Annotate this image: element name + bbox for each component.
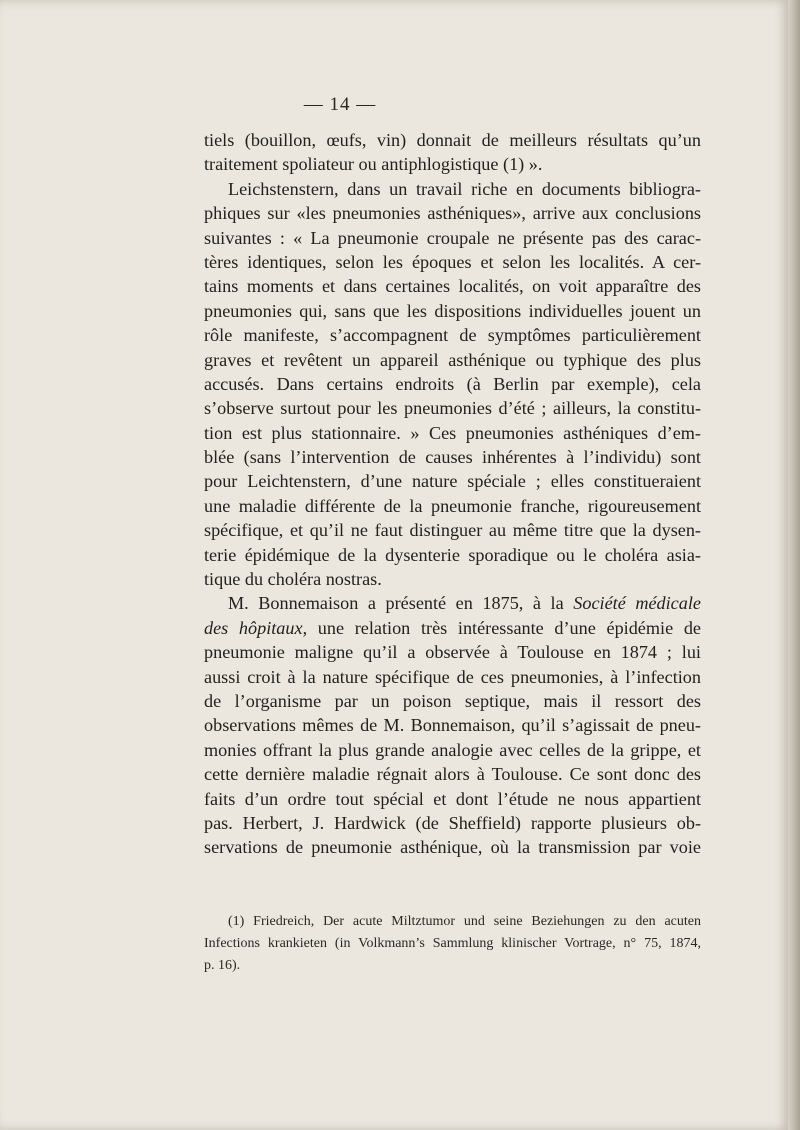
text-line: faits d’un ordre tout spécial et dont l’étude ne nous appartient	[204, 788, 701, 809]
footnote-line: p. 16).	[204, 958, 241, 973]
text-line: traitement spoliateur ou antiphlogistique (1) ».	[204, 154, 543, 175]
text-line: tique du choléra nostras.	[204, 569, 382, 590]
text-line: pneumonies qui, sans que les dispositions individuelles jouent un	[204, 300, 701, 321]
footnote	[204, 911, 701, 977]
text-line: graves et revêtent un appareil asthénique ou typhique des plus	[204, 349, 701, 370]
text-segment: , une relation très intéressante d’une épidémie de	[302, 617, 701, 638]
footnote-line: Infections krankieten (in Volkmann’s Sammlung klinischer Vortrage, n° 75, 1874,	[204, 936, 701, 951]
text-line	[204, 616, 701, 640]
text-line: de l’organisme par un poison septique, mais il ressort des	[204, 690, 701, 711]
text-line: pour Leichtenstern, d’une nature spéciale ; elles constitueraient	[204, 471, 701, 492]
text-line: Leichstenstern, dans un travail riche en documents bibliogra-	[228, 178, 701, 199]
text-line: cette dernière maladie régnait alors à Toulouse. Ce sont donc des	[204, 764, 701, 785]
text-line: rôle manifeste, s’accompagnent de symptômes particulièrement	[204, 325, 701, 346]
text-line: tains moments et dans certaines localités, on voit apparaître des	[204, 276, 701, 297]
text-line: suivantes : « La pneumonie croupale ne présente pas des carac-	[204, 227, 701, 248]
text-line	[204, 591, 701, 615]
body-text	[204, 128, 701, 860]
text-line: aussi croit à la nature spécifique de ces pneumonies, à l’infection	[204, 666, 701, 687]
text-line: phiques sur «les pneumonies asthéniques», arrive aux conclusions	[204, 203, 701, 224]
text-line: tion est plus stationnaire. » Ces pneumonies asthéniques d’em-	[204, 422, 701, 443]
text-line: une maladie différente de la pneumonie franche, rigoureusement	[204, 495, 701, 516]
text-line: observations mêmes de M. Bonnemaison, qu’il s’agissait de pneu-	[204, 715, 701, 736]
text-segment: M. Bonnemaison a présenté en 1875, à la	[228, 593, 574, 614]
text-line: s’observe surtout pour les pneumonies d’été ; ailleurs, la constitu-	[204, 398, 701, 419]
page-number: — 14 —	[303, 94, 377, 115]
text-line: blée (sans l’intervention de causes inhérentes à l’individu) sont	[204, 447, 701, 468]
text-line: servations de pneumonie asthénique, où la transmission par voie	[204, 837, 701, 858]
footnote-line: (1) Friedreich, Der acute Miltztumor und seine Beziehungen zu den acuten	[228, 914, 701, 929]
text-line: accusés. Dans certains endroits (à Berlin par exemple), cela	[204, 373, 701, 394]
text-line: pneumonie maligne qu’il a observée à Toulouse en 1874 ; lui	[204, 642, 701, 663]
text-line: tères identiques, selon les époques et selon les localités. A cer-	[204, 251, 701, 272]
text-line: spécifique, et qu’il ne faut distinguer au même titre que la dysen-	[204, 520, 701, 541]
text-line: pas. Herbert, J. Hardwick (de Sheffield) rapporte plusieurs ob-	[204, 812, 701, 833]
italic-journal-title: des hôpitaux	[204, 617, 303, 638]
text-line: terie épidémique de la dysenterie sporadique ou le choléra asia-	[204, 544, 701, 565]
text-line: tiels (bouillon, œufs, vin) donnait de meilleurs résultats qu’un	[204, 130, 701, 150]
text-line: monies offrant la plus grande analogie avec celles de la grippe, et	[204, 739, 701, 760]
page-edge	[788, 0, 800, 1130]
italic-journal-title: Société médicale	[573, 593, 701, 614]
